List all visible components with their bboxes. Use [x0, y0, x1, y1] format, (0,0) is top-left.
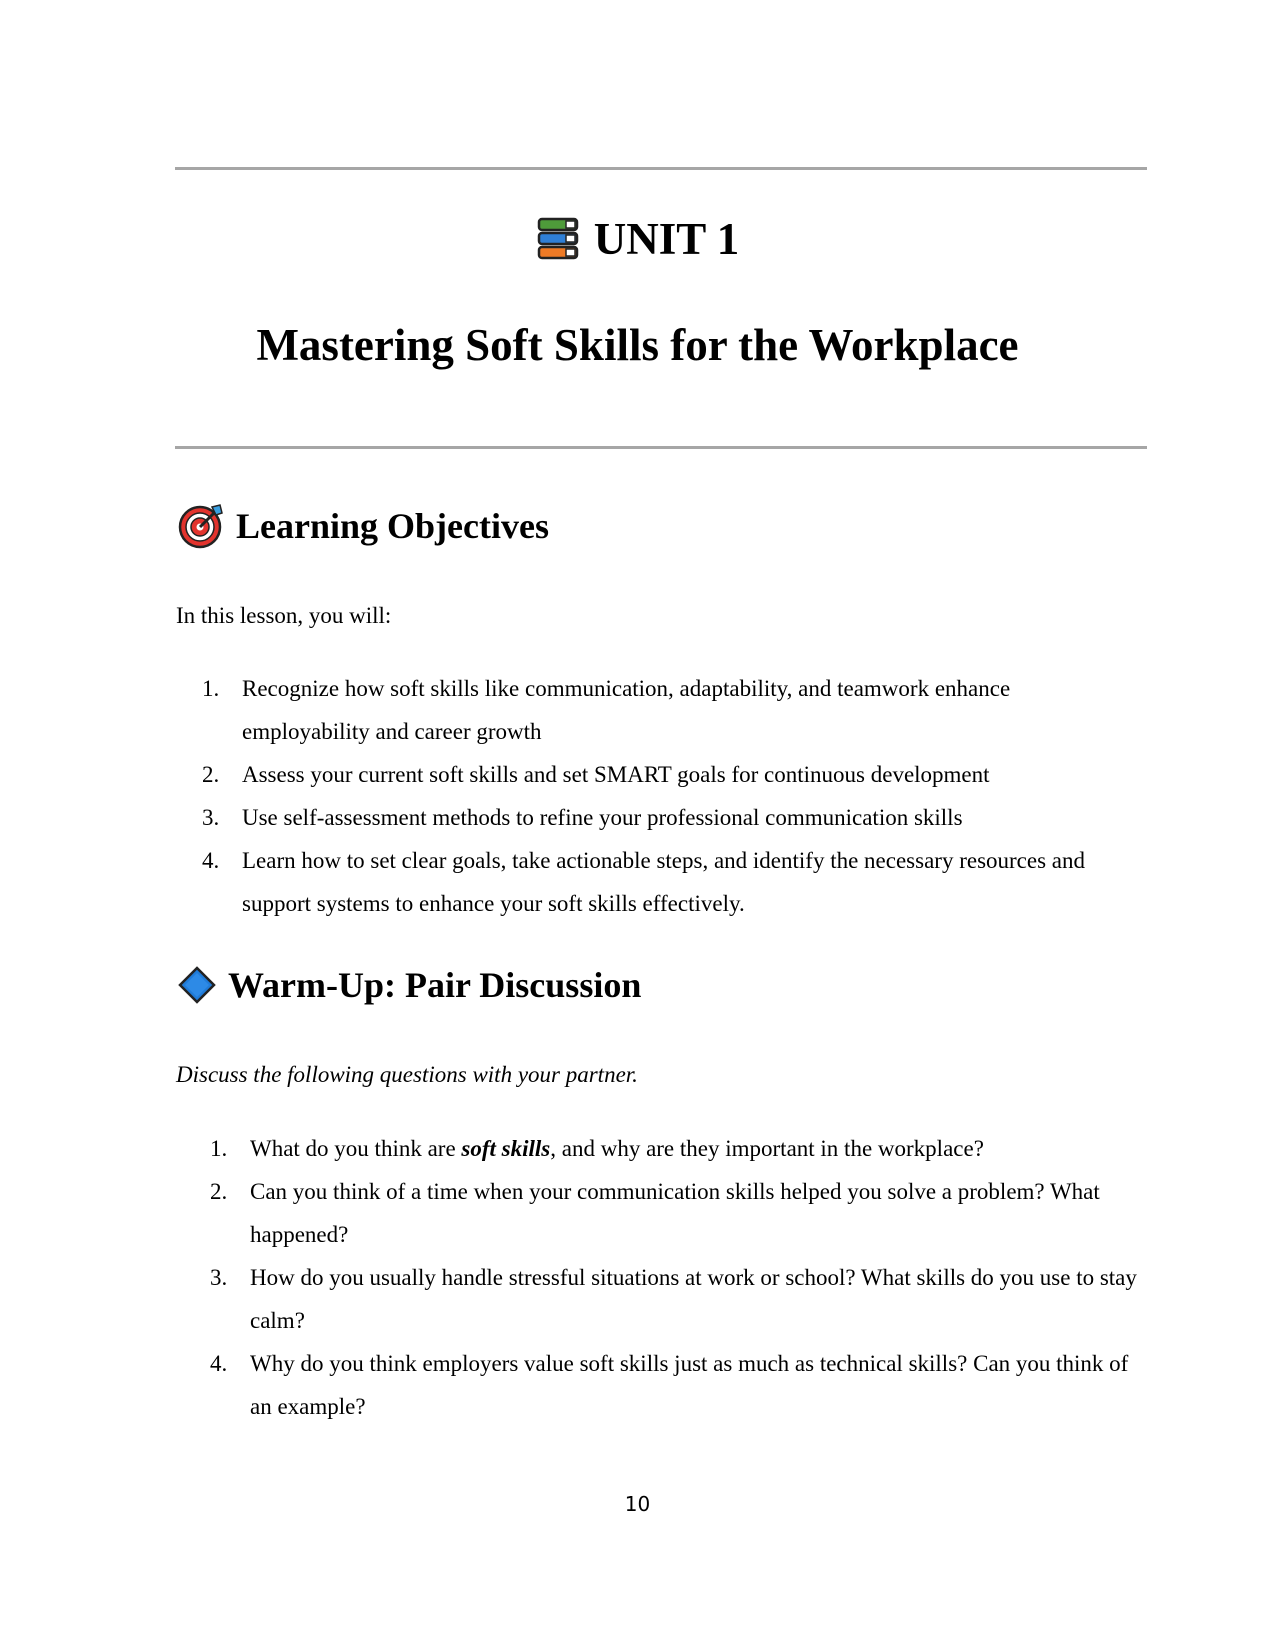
list-number: 3. [202, 805, 220, 830]
unit-header [0, 212, 1275, 266]
list-item-text: Assess your current soft skills and set SMART goals for continuous development [242, 762, 990, 787]
list-item [176, 1256, 1144, 1342]
target-icon [178, 503, 224, 549]
list-item-text: How do you usually handle stressful situations at work or school? What skills do you use to stay calm? [250, 1265, 1137, 1333]
list-item-text: Use self-assessment methods to refine your professional communication skills [242, 805, 963, 830]
page-number: 10 [624, 1492, 651, 1516]
list-item-text: Why do you think employers value soft skills just as much as technical skills? Can you think of an example? [250, 1351, 1129, 1419]
objectives-list [176, 667, 1136, 925]
questions-list [176, 1127, 1144, 1428]
list-item-text: Learn how to set clear goals, take actionable steps, and identify the necessary resources and support systems to enhance your soft skills effectively. [242, 848, 1086, 916]
list-item-text: Recognize how soft skills like communication, adaptability, and teamwork enhance employability and career growth [242, 676, 1011, 744]
books-icon [536, 217, 580, 261]
section-heading-text: Warm-Up: Pair Discussion [228, 965, 642, 1005]
list-number: 1. [210, 1136, 228, 1161]
page-title: Mastering Soft Skills for the Workplace [256, 320, 1019, 370]
list-item [176, 753, 1136, 796]
list-number: 2. [210, 1179, 228, 1204]
list-number: 4. [202, 848, 220, 873]
list-item [176, 839, 1136, 925]
list-number: 1. [202, 676, 220, 701]
unit-label: UNIT 1 [593, 214, 740, 264]
list-item [176, 1127, 1144, 1170]
top-divider [175, 167, 1147, 170]
list-number: 3. [210, 1265, 228, 1290]
warmup-instruction: Discuss the following questions with your partner. [176, 1062, 638, 1087]
objectives-intro: In this lesson, you will: [176, 603, 392, 628]
warmup-heading [178, 963, 641, 1007]
emphasis-text: soft skills [461, 1136, 551, 1161]
list-item [176, 796, 1136, 839]
list-item [176, 1170, 1144, 1256]
list-number: 4. [210, 1351, 228, 1376]
list-item [176, 1342, 1144, 1428]
blue-diamond-icon [178, 966, 216, 1004]
list-item-text: Can you think of a time when your communication skills helped you solve a problem? What happened? [250, 1179, 1100, 1247]
list-item [176, 667, 1136, 753]
learning-objectives-heading [178, 503, 549, 549]
section-heading-text: Learning Objectives [236, 506, 549, 546]
bottom-divider [175, 446, 1147, 449]
list-item-text: What do you think are soft skills, and why are they important in the workplace? [250, 1136, 984, 1161]
list-number: 2. [202, 762, 220, 787]
